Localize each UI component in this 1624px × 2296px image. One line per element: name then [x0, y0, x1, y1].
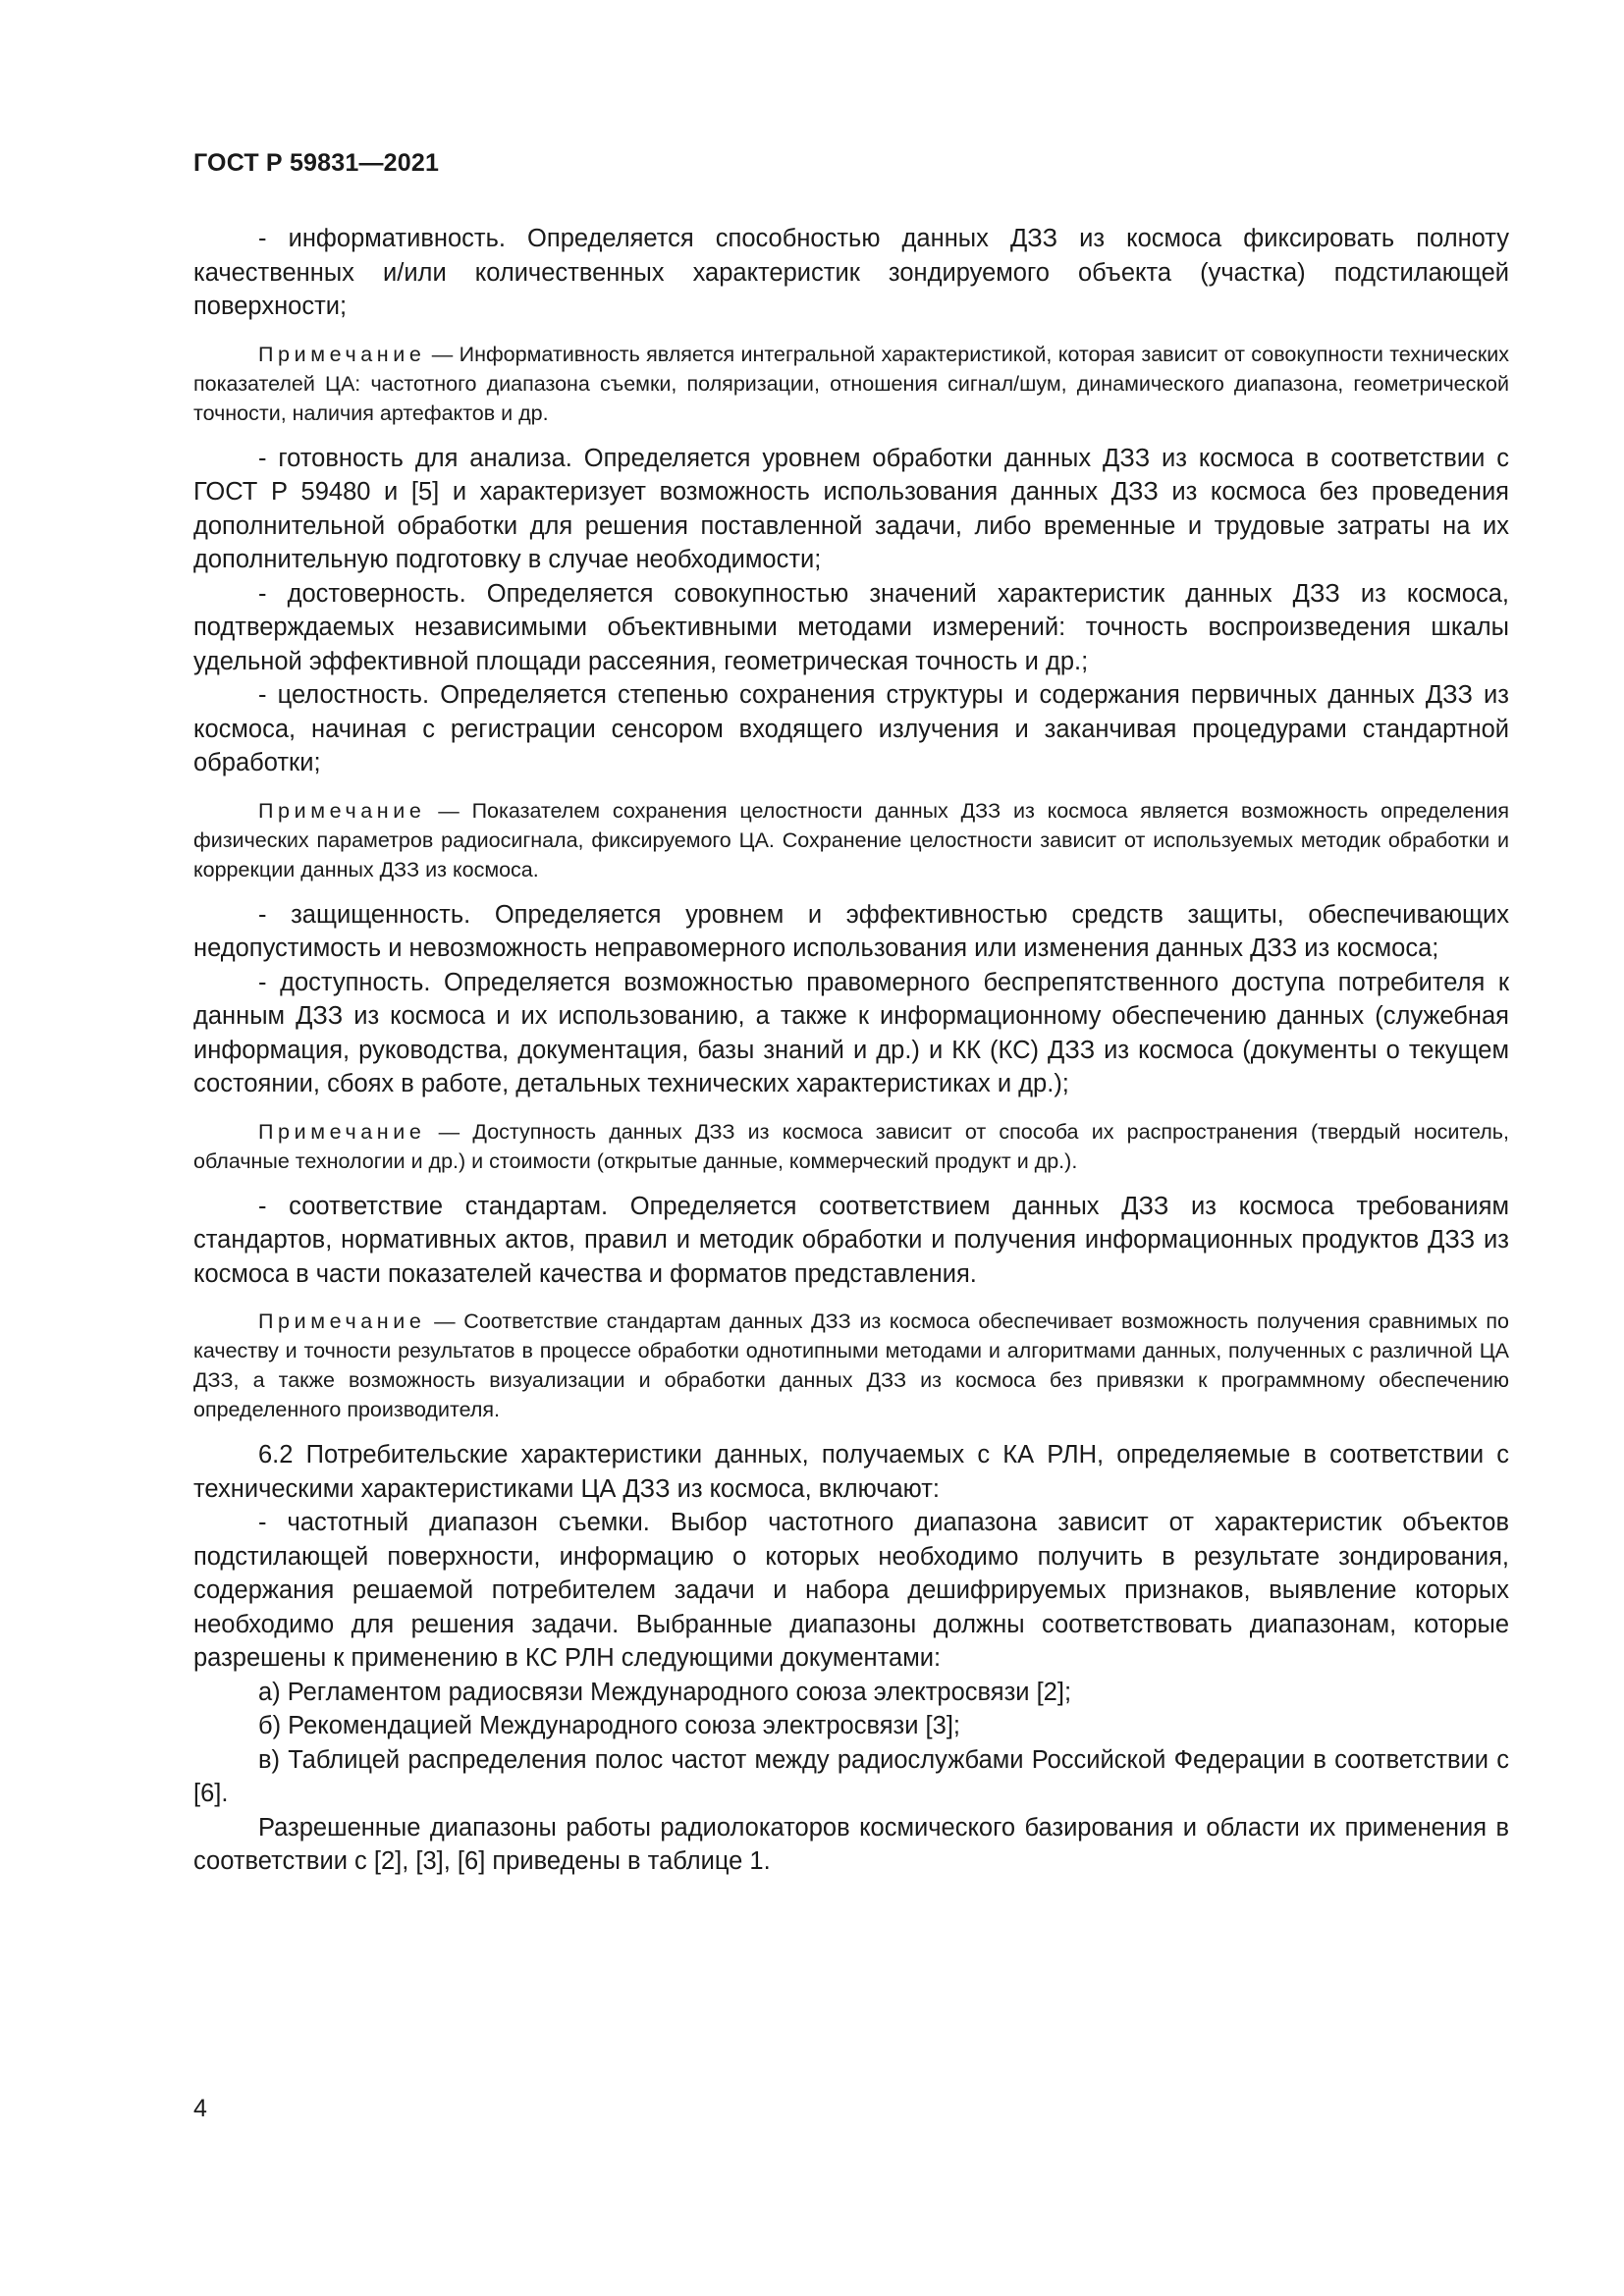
paragraph: Разрешенные диапазоны работы радиолокаторов космического базирования и области их применения в соответствии с [2], [3], [6] приведены в таблице 1.	[193, 1813, 1509, 1875]
page-number: 4	[193, 2095, 207, 2122]
note	[193, 1307, 1509, 1424]
paragraph: - целостность. Определяется степенью сохранения структуры и содержания первичных данных ДЗЗ из космоса, начиная с регистрации сенсором входящего излучения и заканчивая процедурами стандартной обработки;	[193, 681, 1509, 776]
note	[193, 1117, 1509, 1176]
document-body	[193, 222, 1509, 1879]
paragraph: - соответствие стандартам. Определяется соответствием данных ДЗЗ из космоса требованиям стандартов, нормативных актов, правил и методик обработки и получения информационных продуктов ДЗЗ из космоса в части показателей качества и форматов представления.	[193, 1192, 1509, 1288]
note-label: Примечание	[258, 1309, 426, 1333]
paragraph: - информативность. Определяется способностью данных ДЗЗ из космоса фиксировать полноту качественных и/или количественных характеристик зондируемого объекта (участка) подстилающей поверхности;	[193, 225, 1509, 320]
note	[193, 340, 1509, 428]
note-text: — Информативность является интегральной характеристикой, которая зависит от совокупности технических показателей ЦА: частотного диапазона съемки, поляризации, отношения сигнал/шум, динамического диапазона, геометрической точности, наличия артефактов и др.	[193, 342, 1509, 425]
note-label: Примечание	[258, 1119, 426, 1144]
list-item: б) Рекомендацией Международного союза электросвязи [3];	[258, 1712, 960, 1739]
note	[193, 796, 1509, 884]
document-header: ГОСТ Р 59831—2021	[193, 149, 440, 177]
note-text: — Показателем сохранения целостности данных ДЗЗ из космоса является возможность определения физических параметров радиосигнала, фиксируемого ЦА. Сохранение целостности зависит от используемых методик обработки и коррекции данных ДЗЗ из космоса.	[193, 798, 1509, 881]
note-label: Примечание	[258, 798, 426, 823]
paragraph: - доступность. Определяется возможностью правомерного беспрепятственного доступа потребителя к данным ДЗЗ из космоса и их использованию, а также к информационному обеспечению данных (служебная информация, руководства, документация, базы знаний и др.) и КК (КС) ДЗЗ из космоса (документы о текущем состоянии, сбоях в работе, детальных технических характеристиках и др.);	[193, 968, 1509, 1097]
note-label: Примечание	[258, 342, 426, 366]
paragraph: 6.2 Потребительские характеристики данных, получаемых с КА РЛН, определяемые в соответствии с техническими характеристиками ЦА ДЗЗ из космоса, включают:	[193, 1441, 1509, 1503]
paragraph: - частотный диапазон съемки. Выбор частотного диапазона зависит от характеристик объектов подстилающей поверхности, информацию о которых необходимо получить в результате зондирования, содержания решаемой потребителем задачи и набора дешифрируемых признаков, выявление которых необходимо для решения задачи. Выбранные диапазоны должны соответствовать диапазонам, которые разрешены к применению в КС РЛН следующими документами:	[193, 1509, 1509, 1672]
paragraph: - готовность для анализа. Определяется уровнем обработки данных ДЗЗ из космоса в соответствии с ГОСТ Р 59480 и [5] и характеризует возможность использования данных ДЗЗ из космоса без проведения дополнительной обработки для решения поставленной задачи, либо временные и трудовые затраты на их дополнительную подготовку в случае необходимости;	[193, 444, 1509, 573]
paragraph: - достоверность. Определяется совокупностью значений характеристик данных ДЗЗ из космоса, подтверждаемых независимыми объективными методами измерений: точность воспроизведения шкалы удельной эффективной площади рассеяния, геометрическая точность и др.;	[193, 579, 1509, 675]
paragraph: - защищенность. Определяется уровнем и эффективностью средств защиты, обеспечивающих недопустимость и невозможность неправомерного использования или изменения данных ДЗЗ из космоса;	[193, 900, 1509, 962]
list-item: в) Таблицей распределения полос частот между радиослужбами Российской Федерации в соответствии с [6].	[193, 1745, 1509, 1807]
note-text: — Доступность данных ДЗЗ из космоса зависит от способа их распространения (твердый носитель, облачные технологии и др.) и стоимости (открытые данные, коммерческий продукт и др.).	[193, 1119, 1509, 1173]
note-text: — Соответствие стандартам данных ДЗЗ из космоса обеспечивает возможность получения сравнимых по качеству и точности результатов в процессе обработки однотипными методами и алгоритмами данных, полученных с различной ЦА ДЗЗ, а также возможность визуализации и обработки данных ДЗЗ из космоса без привязки к программному обеспечению определенного производителя.	[193, 1309, 1509, 1421]
list-item: а) Регламентом радиосвязи Международного союза электросвязи [2];	[258, 1678, 1072, 1706]
